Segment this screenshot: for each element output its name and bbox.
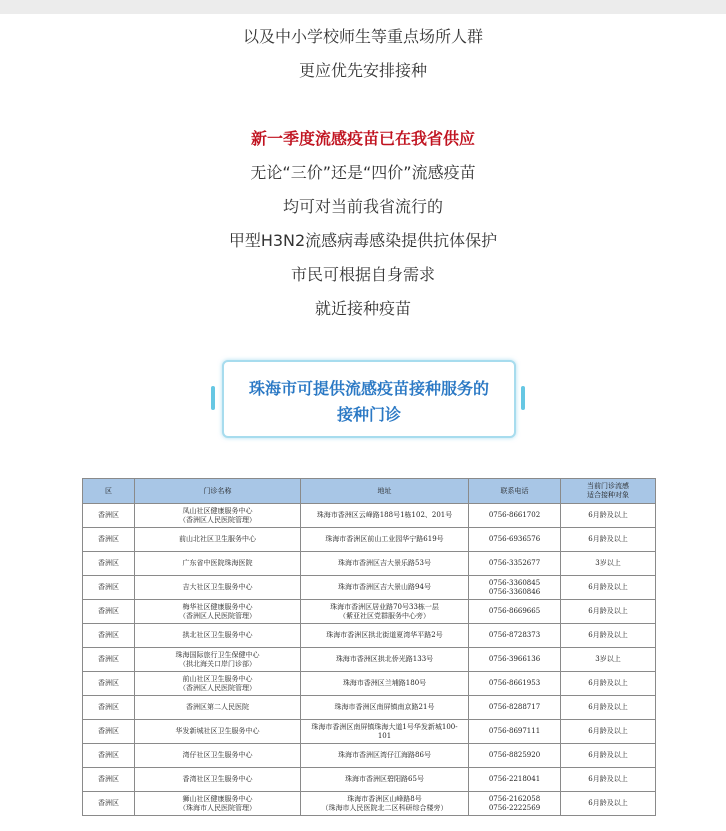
cell-clinic-name: 梅华社区健康服务中心 （香洲区人民医院管理）: [135, 600, 301, 624]
cell-target: 6月龄及以上: [561, 792, 656, 816]
header-district: 区: [83, 479, 135, 504]
cell-address: 珠海市香洲区兰埔路180号: [301, 672, 469, 696]
section-title-line2: 接种门诊: [336, 405, 401, 424]
cell-clinic-name: 湾仔社区卫生服务中心: [135, 744, 301, 768]
cell-target: 3岁以上: [561, 648, 656, 672]
cell-phone: 0756-6936576: [469, 528, 561, 552]
cell-phone: 0756-8697111: [469, 720, 561, 744]
cell-clinic-name: 广东省中医院珠海医院: [135, 552, 301, 576]
cell-phone: 0756-8661702: [469, 504, 561, 528]
body-line: 无论“三价”还是“四价”流感疫苗: [250, 163, 476, 182]
body-line: 市民可根据自身需求: [290, 265, 435, 284]
cell-target: 6月龄及以上: [561, 504, 656, 528]
cell-district: 香洲区: [83, 600, 135, 624]
cell-address: 珠海市香洲区云峰路188号1栋102、201号: [301, 504, 469, 528]
cell-address: 珠海市香洲区拱北街道夏湾华平路2号: [301, 624, 469, 648]
table-row: [83, 528, 656, 552]
cell-address: 珠海市香洲区吉大景乐路53号: [301, 552, 469, 576]
cell-address: 珠海市香洲区山峰路8号 （珠海市人民医院北二区科研综合楼旁）: [301, 792, 469, 816]
body-line: 甲型H3N2流感病毒感染提供抗体保护: [228, 231, 498, 250]
headline: 新一季度流感疫苗已在我省供应: [250, 129, 475, 148]
cell-target: 6月龄及以上: [561, 696, 656, 720]
cell-district: 香洲区: [83, 528, 135, 552]
cell-district: 香洲区: [83, 768, 135, 792]
cell-phone: 0756-8661953: [469, 672, 561, 696]
cell-district: 香洲区: [83, 672, 135, 696]
table-row: [83, 696, 656, 720]
cell-district: 香洲区: [83, 696, 135, 720]
body-line: 均可对当前我省流行的: [282, 197, 443, 216]
cell-address: 珠海市香洲区拱北侨光路133号: [301, 648, 469, 672]
cell-district: 香洲区: [83, 648, 135, 672]
cell-district: 香洲区: [83, 744, 135, 768]
cell-clinic-name: 吉大社区卫生服务中心: [135, 576, 301, 600]
cell-phone: 0756-3360845 0756-3360846: [469, 576, 561, 600]
table-row: [83, 768, 656, 792]
section-title-line1: 珠海市可提供流感疫苗接种服务的: [248, 379, 489, 398]
cell-phone: 0756-3966136: [469, 648, 561, 672]
cell-address: 珠海市香洲区吉大景山路94号: [301, 576, 469, 600]
card-right-tab: [521, 386, 525, 410]
cell-target: 6月龄及以上: [561, 744, 656, 768]
cell-address: 珠海市香洲区居业路70号33栋一层 （紫亚社区党群服务中心旁）: [301, 600, 469, 624]
cell-phone: 0756-2162058 0756-2222569: [469, 792, 561, 816]
header-name: 门诊名称: [135, 479, 301, 504]
table-row: [83, 648, 656, 672]
cell-clinic-name: 拱北社区卫生服务中心: [135, 624, 301, 648]
table-row: [83, 504, 656, 528]
table-header-row: [83, 479, 656, 504]
cell-clinic-name: 凤山社区健康服务中心 （香洲区人民医院管理）: [135, 504, 301, 528]
cell-district: 香洲区: [83, 552, 135, 576]
cell-phone: 0756-2218041: [469, 768, 561, 792]
table-row: [83, 744, 656, 768]
cell-target: 3岁以上: [561, 552, 656, 576]
cell-address: 珠海市香洲区前山工业园华宁路619号: [301, 528, 469, 552]
table-row: [83, 576, 656, 600]
cell-phone: 0756-8288717: [469, 696, 561, 720]
cell-address: 珠海市香洲区湾仔江海路86号: [301, 744, 469, 768]
cell-address: 珠海市香洲区南屏镇珠海大道1号华发新城100- 101: [301, 720, 469, 744]
cell-clinic-name: 香湾社区卫生服务中心: [135, 768, 301, 792]
cell-target: 6月龄及以上: [561, 720, 656, 744]
cell-clinic-name: 华发新城社区卫生服务中心: [135, 720, 301, 744]
table-row: [83, 600, 656, 624]
cell-clinic-name: 前山社区卫生服务中心 （香洲区人民医院管理）: [135, 672, 301, 696]
top-bar: [0, 0, 726, 14]
cell-address: 珠海市香洲区南屏镇南京路21号: [301, 696, 469, 720]
cell-address: 珠海市香洲区碧阳路65号: [301, 768, 469, 792]
cell-clinic-name: 香洲区第二人民医院: [135, 696, 301, 720]
table-row: [83, 720, 656, 744]
header-address: 地址: [301, 479, 469, 504]
cell-phone: 0756-8825920: [469, 744, 561, 768]
cell-district: 香洲区: [83, 504, 135, 528]
cell-district: 香洲区: [83, 624, 135, 648]
cell-clinic-name: 前山北社区卫生服务中心: [135, 528, 301, 552]
cell-clinic-name: 珠海国际旅行卫生保健中心 （拱北海关口岸门诊部）: [135, 648, 301, 672]
cell-phone: 0756-8728373: [469, 624, 561, 648]
intro-line: 更应优先安排接种: [298, 61, 427, 80]
card-left-tab: [211, 386, 215, 410]
table-row: [83, 672, 656, 696]
cell-phone: 0756-8669665: [469, 600, 561, 624]
header-phone: 联系电话: [469, 479, 561, 504]
cell-district: 香洲区: [83, 792, 135, 816]
body-line: 就近接种疫苗: [314, 299, 411, 318]
cell-district: 香洲区: [83, 720, 135, 744]
section-title-card: [222, 360, 516, 438]
cell-target: 6月龄及以上: [561, 672, 656, 696]
clinic-table: [82, 478, 656, 816]
intro-line: 以及中小学校师生等重点场所人群: [242, 27, 483, 46]
cell-target: 6月龄及以上: [561, 528, 656, 552]
header-target: 当前门诊流感 适合接种对象: [561, 479, 656, 504]
cell-target: 6月龄及以上: [561, 624, 656, 648]
cell-clinic-name: 狮山社区健康服务中心 （珠海市人民医院管理）: [135, 792, 301, 816]
cell-target: 6月龄及以上: [561, 768, 656, 792]
table-row: [83, 552, 656, 576]
cell-target: 6月龄及以上: [561, 576, 656, 600]
table-row: [83, 792, 656, 816]
cell-target: 6月龄及以上: [561, 600, 656, 624]
cell-district: 香洲区: [83, 576, 135, 600]
table-row: [83, 624, 656, 648]
cell-phone: 0756-3352677: [469, 552, 561, 576]
